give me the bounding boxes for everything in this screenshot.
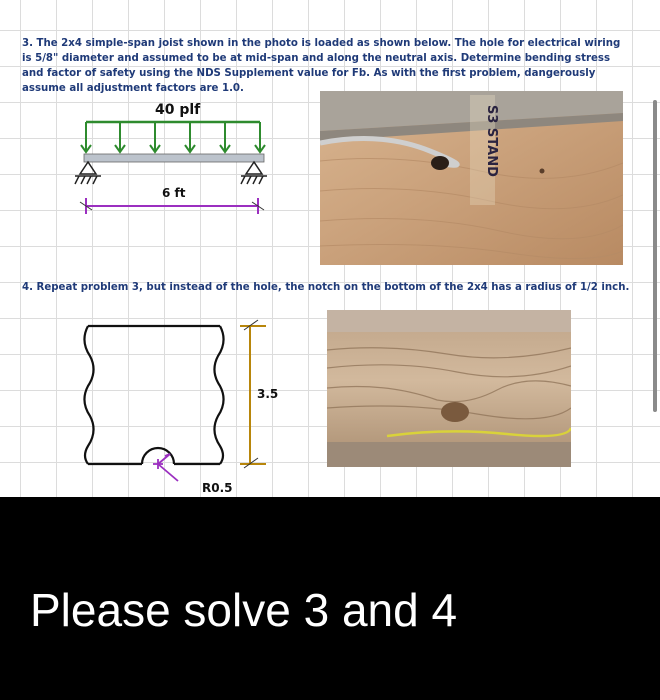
joist-notch-photo <box>327 310 571 467</box>
notch-section-diagram <box>70 316 295 496</box>
load-label: 40 plf <box>155 102 201 118</box>
radius-label: R0.5 <box>202 481 233 495</box>
problem-4-text: 4. Repeat problem 3, but instead of the hole, the notch on the bottom of the 2x4 has a radius of 1/2 inch. <box>22 282 630 293</box>
span-dimension-line <box>80 198 264 214</box>
notch-radius-leader <box>153 454 178 481</box>
distributed-load-arrows <box>81 122 265 152</box>
joist-cross-section <box>84 326 223 464</box>
svg-text:S3 STAND: S3 STAND <box>484 105 499 177</box>
beam-load-diagram <box>70 96 285 221</box>
scrollbar[interactable] <box>653 100 657 412</box>
lumber-grade-stamp <box>484 105 499 177</box>
pin-supports <box>75 162 267 184</box>
span-label: 6 ft <box>162 186 186 200</box>
problem-3-text: 3. The 2x4 simple-span joist shown in the photo is loaded as shown below. The hole for electrical wiring is 5/8" diameter and assumed to be at mid-span and along the neutral axis. Determine bending stress and factor of safety using the NDS Supplement value for Fb. As with the first problem, dangerously assume all adjustment factors are 1.0. <box>22 38 621 94</box>
depth-label: 3.5 <box>257 387 279 401</box>
joist-hole-photo <box>320 91 623 265</box>
beam <box>84 154 264 162</box>
caption-text: Please solve 3 and 4 <box>30 584 458 636</box>
